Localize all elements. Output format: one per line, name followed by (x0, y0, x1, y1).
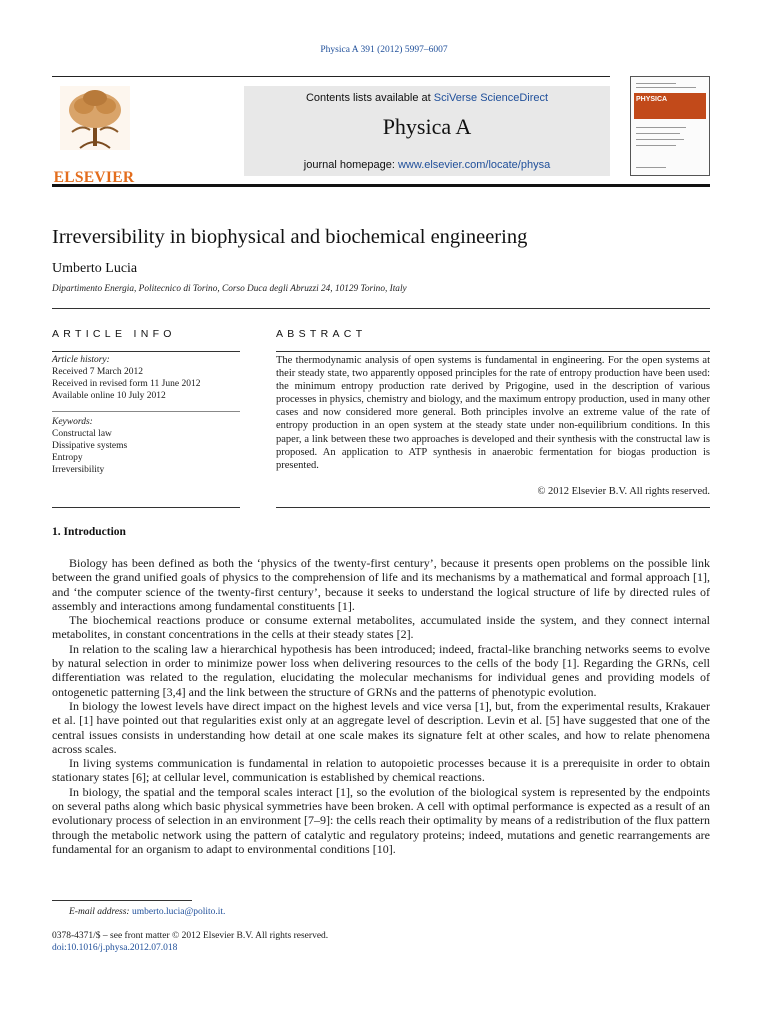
footnote-email (52, 907, 225, 917)
footnote-divider (52, 900, 192, 901)
article-info-bottom-divider (52, 507, 240, 508)
author-affiliation: Dipartimento Energia, Politecnico di Torino, Corso Duca degli Abruzzi 24, 10129 Torino, Italy (52, 284, 407, 294)
elsevier-wordmark: ELSEVIER (53, 169, 135, 186)
journal-info-box (244, 86, 610, 176)
history-received: Received 7 March 2012 (52, 367, 144, 377)
elsevier-logo (52, 86, 136, 186)
abstract-heading: ABSTRACT (276, 328, 367, 340)
masthead-top-rule (52, 76, 610, 77)
article-info-heading: ARTICLE INFO (52, 328, 176, 340)
cover-text-strip (636, 139, 684, 140)
body-paragraph: Biology has been defined as both the ‘physics of the twenty-first century’, because it presents open problems on the possible link between the grand unified goals of physics to the comprehension of life and its mechanisms by a mathematical and formal approach [1], and ‘the computer science of the twenty-first century’, because it seeks to understand the logical structure of life by directed rules of assembly and interactions among fundamental constituents [1]. (52, 556, 710, 613)
body-paragraph: In relation to the scaling law a hierarchical hypothesis has been introduced; indeed, fractal-like branching networks seems to evolve by natural selection in order to minimize power loss when delivering resources to the cells of the body [1]. Regarding the GRNs, cell differentiation was related to the regulation, elucidating the molecular mechanisms for individual genes and providing models of ontogenetic patterning [3,4] and the link between the structure of GRNs and the patterns of phenotypic evolution. (52, 641, 710, 699)
cover-text-strip (636, 167, 666, 168)
history-online: Available online 10 July 2012 (52, 391, 166, 401)
homepage-prefix: journal homepage: (303, 159, 398, 171)
keyword-item: Irreversibility (52, 465, 105, 475)
article-title: Irreversibility in biophysical and biochemical engineering (52, 226, 528, 248)
email-label: E-mail address: (69, 907, 130, 917)
introduction-body (52, 556, 710, 856)
cover-text-strip (636, 83, 676, 84)
homepage-line (244, 159, 610, 171)
keywords-divider (52, 411, 240, 412)
copyright-notice: © 2012 Elsevier B.V. All rights reserved. (537, 486, 710, 497)
masthead-bottom-rule (52, 184, 710, 187)
abstract-bottom-divider (276, 507, 710, 508)
cover-text-strip (636, 133, 680, 134)
cover-text-strip (636, 87, 696, 88)
abstract-text: The thermodynamic analysis of open systems is fundamental in engineering. For the open systems at their steady state, two apparently opposed principles for the rate of entropy production have been used: the minimum entropy production rate derived by Prigogine, used in the description of various processes in physics, chemistry and biology, and the maximum entropy production, used in many other cases and now considered more general. Both principles involve an extreme value of the rate of entropy production in an open system at the steady state under non-equilibrium conditions. In this paper, a link between these two approaches is developed and their synthesis with the constructal law is proposed. An application to ATP synthesis in anaerobic fermentation for biogas production is presented. (276, 355, 710, 471)
sciencedirect-link[interactable]: SciVerse ScienceDirect (433, 92, 549, 104)
introduction-heading: 1. Introduction (52, 526, 126, 538)
history-revised: Received in revised form 11 June 2012 (52, 379, 201, 389)
cover-text-strip (636, 145, 676, 146)
header-divider (52, 308, 710, 309)
author-name: Umberto Lucia (52, 261, 138, 276)
cover-text-strip (636, 127, 686, 128)
article-history-label: Article history: (52, 355, 110, 365)
journal-cover-thumbnail (630, 76, 710, 176)
contents-line (244, 92, 610, 104)
journal-masthead (52, 76, 710, 188)
cover-title: PHYSICA (636, 96, 668, 103)
abstract-divider (276, 351, 710, 352)
body-paragraph: The biochemical reactions produce or consume external metabolites, accumulated inside the system, and they connect internal metabolites, in constant concentrations in the cells at their steady states [2]. (52, 613, 710, 642)
author-email-link[interactable]: umberto.lucia@polito.it. (131, 907, 226, 917)
body-paragraph: In biology, the spatial and the temporal scales interact [1], so the evolution of the biological system is represented by the endpoints on several paths along which basic physical symmetries have been broken. A cell with optimal performance is expected as a result of an evolutionary process of selection in an environment [7–9]: the cells reach their optimality by means of a redistribution of the flux pattern through the metabolic network using the pattern of catalytic and regulatory proteins; indeed, mutations and genetic rearrangements are fundamental for an organism to adapt to environmental conditions [10]. (52, 784, 710, 856)
issn-line: 0378-4371/$ – see front matter © 2012 Elsevier B.V. All rights reserved. (52, 931, 329, 941)
keywords-label: Keywords: (52, 417, 93, 427)
elsevier-tree-icon (60, 86, 130, 150)
keyword-item: Constructal law (52, 429, 112, 439)
body-paragraph: In biology the lowest levels have direct impact on the highest levels and vice versa [1], but, from the experimental results, Krakauer et al. [1] have pointed out that regularities exist only at an aggregate level of description. Levin et al. [5] have suggested that one of the central issues consists in understanding how detail at one scale makes its signature felt at other scales, and how to relate phenomena across scales. (52, 698, 710, 756)
keyword-item: Entropy (52, 453, 83, 463)
journal-homepage-link[interactable]: www.elsevier.com/locate/physa (397, 159, 551, 171)
journal-title: Physica A (382, 114, 472, 139)
journal-citation-link[interactable]: Physica A 391 (2012) 5997–6007 (320, 45, 448, 55)
article-info-divider (52, 351, 240, 352)
keyword-item: Dissipative systems (52, 441, 128, 451)
doi-link[interactable]: doi:10.1016/j.physa.2012.07.018 (52, 943, 178, 953)
body-paragraph: In living systems communication is fundamental in relation to autopoietic processes because it is a prerequisite in order to obtain stationary states [6]; at cellular level, communication is established by chemical reactions. (52, 756, 710, 785)
contents-prefix: Contents lists available at (305, 92, 434, 104)
